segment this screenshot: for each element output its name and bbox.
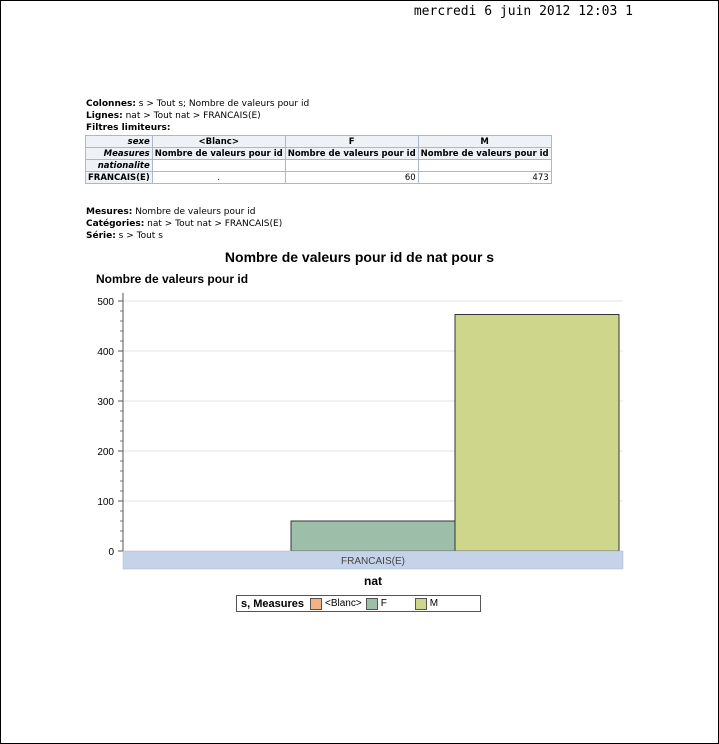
lignes-label: Lignes: bbox=[86, 111, 123, 121]
measure-header-f: Nombre de valeurs pour id bbox=[285, 148, 418, 160]
measure-header-blanc: Nombre de valeurs pour id bbox=[152, 148, 285, 160]
categories-value: nat > Tout nat > FRANCAIS(E) bbox=[144, 219, 283, 229]
mesures-label: Mesures: bbox=[86, 207, 133, 217]
colonnes-label: Colonnes: bbox=[86, 99, 136, 109]
row-var-header: nationalite bbox=[86, 160, 153, 172]
filtres-label: Filtres limiteurs: bbox=[86, 123, 171, 133]
col-var-header: sexe bbox=[86, 136, 153, 148]
y-tick-label: 400 bbox=[97, 347, 114, 358]
legend-item-f bbox=[366, 598, 387, 610]
legend bbox=[236, 595, 481, 612]
legend-swatch-m bbox=[415, 598, 427, 610]
chart-title: Nombre de valeurs pour id de nat pour s bbox=[224, 249, 495, 265]
col-header-m: M bbox=[418, 136, 551, 148]
serie-label: Série: bbox=[86, 231, 116, 241]
x-tick-label: FRANCAIS(E) bbox=[341, 556, 405, 567]
x-axis-title: nat bbox=[364, 574, 382, 588]
legend-label-blanc: <Blanc> bbox=[324, 598, 362, 609]
cell-blanc: . bbox=[152, 172, 285, 184]
y-tick-label: 200 bbox=[97, 447, 114, 458]
bar-f bbox=[291, 521, 455, 551]
legend-label-f: F bbox=[380, 598, 387, 609]
legend-swatch-f bbox=[366, 598, 378, 610]
y-tick-label: 500 bbox=[97, 297, 114, 308]
cell-f: 60 bbox=[285, 172, 418, 184]
report-datetime: mercredi 6 juin 2012 12:03 1 bbox=[413, 4, 633, 19]
bar-m bbox=[455, 315, 619, 552]
categories-label: Catégories: bbox=[86, 219, 145, 229]
y-tick-label: 300 bbox=[97, 397, 114, 408]
col-header-f: F bbox=[285, 136, 418, 148]
colonnes-value: s > Tout s; Nombre de valeurs pour id bbox=[135, 99, 310, 109]
legend-item-m bbox=[415, 598, 438, 610]
serie-value: s > Tout s bbox=[115, 231, 163, 241]
mesures-value: Nombre de valeurs pour id bbox=[132, 207, 256, 217]
legend-item-blanc bbox=[310, 598, 362, 610]
cell-m: 473 bbox=[418, 172, 551, 184]
measures-header: Measures bbox=[86, 148, 153, 160]
y-tick-label: 100 bbox=[97, 497, 114, 508]
y-tick-label: 0 bbox=[108, 547, 114, 558]
y-axis-title: Nombre de valeurs pour id bbox=[96, 272, 249, 286]
row-label-francais: FRANCAIS(E) bbox=[86, 172, 153, 184]
col-header-blanc: <Blanc> bbox=[152, 136, 285, 148]
lignes-value: nat > Tout nat > FRANCAIS(E) bbox=[122, 111, 261, 121]
measure-header-m: Nombre de valeurs pour id bbox=[418, 148, 551, 160]
legend-swatch-blanc bbox=[310, 598, 322, 610]
legend-label-m: M bbox=[429, 598, 439, 609]
legend-title: s, Measures bbox=[241, 597, 304, 610]
